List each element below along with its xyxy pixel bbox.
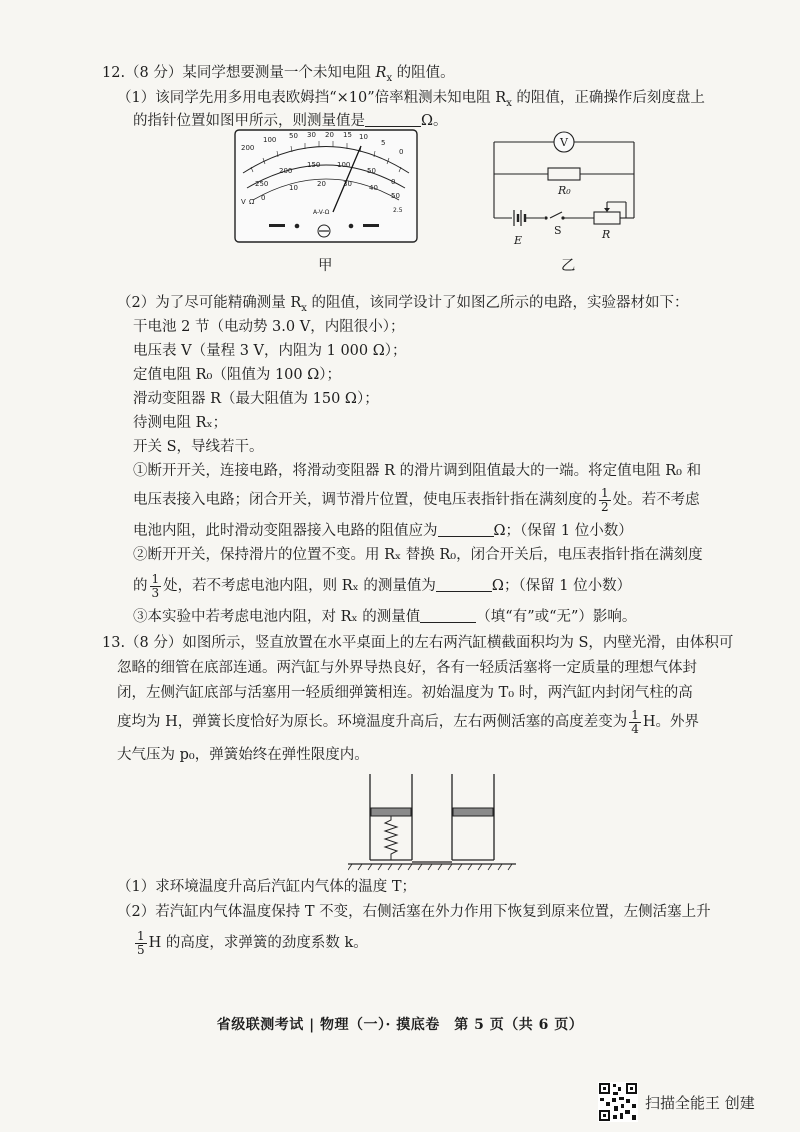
page-footer: 省级联测考试 | 物理（一）· 摸底卷 第 5 页（共 6 页） <box>216 1017 584 1033</box>
meter-dc-label: 2.5 <box>393 207 403 214</box>
scale-low-0: 0 <box>261 194 266 202</box>
q12-part1-line1: （1）该同学先用多用电表欧姆挡“×10”倍率粗测未知电阻 $R_x$ 的阻值，正确操作后刻度盘上 <box>117 90 705 109</box>
multimeter-figure <box>233 128 419 244</box>
qr-code-icon <box>598 1082 638 1122</box>
item-voltmeter: 电压表 V（量程 3 V，内阻为 1 000 Ω）； <box>133 343 407 359</box>
spring-icon <box>385 816 397 860</box>
q13-line2: 忽略的细管在底部连通。两汽缸与外界导热良好，各有一轻质活塞将一定质量的理想气体封 <box>117 660 697 676</box>
step1-line2: 电压表接入电路；闭合开关，调节滑片位置，使电压表指针指在满刻度的 $\frac{1}{2}$ 处。若不考虑 <box>133 485 700 514</box>
answer-blank[interactable] <box>365 112 421 127</box>
q13-part2-line2: $\frac{1}{5}$ H 的高度，求弹簧的劲度系数 k。 <box>137 928 368 957</box>
scale-top-100: 100 <box>263 136 277 144</box>
scale-mid-250: 250 <box>255 180 269 188</box>
scale-mid-50: 50 <box>367 167 376 175</box>
rheostat-label: R <box>602 228 611 241</box>
step1-line1: ①断开开关，连接电路，将滑动变阻器 R 的滑片调到阻值最大的一端。将定值电阻 R₀ 和 <box>133 463 702 479</box>
item-rheostat: 滑动变阻器 R（最大阻值为 150 Ω）； <box>133 391 379 407</box>
step1-line3: 电池内阻，此时滑动变阻器接入电路的阻值应为 Ω；（保留 1 位小数） <box>133 523 633 539</box>
scale-low-40: 40 <box>369 184 378 192</box>
right-piston <box>453 808 493 816</box>
battery-label: E <box>514 234 523 247</box>
scale-top-10: 10 <box>359 133 368 141</box>
item-switch: 开关 S，导线若干。 <box>133 439 264 455</box>
answer-blank[interactable] <box>436 577 492 592</box>
q13-part2-line1: （2）若汽缸内气体温度保持 T 不变，右侧活塞在外力作用下恢复到原来位置，左侧活塞上升 <box>117 904 711 920</box>
scanner-watermark <box>598 1082 794 1122</box>
scale-low-30: 30 <box>343 180 352 188</box>
figure-label-yi: 乙 <box>561 258 576 274</box>
circuit-figure <box>488 130 648 250</box>
step2-line2: 的 $\frac{1}{3}$ 处，若不考虑电池内阻，则 Rₓ 的测量值为 Ω；（保留 1 位小数） <box>133 571 632 600</box>
answer-blank[interactable] <box>438 522 494 537</box>
scale-low-50: 50 <box>391 192 400 200</box>
step2-line1: ②断开开关，保持滑片的位置不变。用 Rₓ 替换 R₀，闭合开关后，电压表指针指在满刻度 <box>133 547 703 563</box>
q13-line5: 大气压为 p₀，弹簧始终在弹性限度内。 <box>117 747 369 763</box>
figure-label-jia: 甲 <box>318 258 333 274</box>
mark-ohm: Ω <box>249 198 255 206</box>
cylinders-figure <box>348 772 518 876</box>
scale-top-5: 5 <box>381 139 386 147</box>
scale-low-20: 20 <box>317 180 326 188</box>
q13-line3: 闭，左侧汽缸底部与活塞用一轻质细弹簧相连。初始温度为 T₀ 时，两汽缸内封闭气柱的高 <box>117 685 693 701</box>
scale-top-200: 200 <box>241 144 255 152</box>
mark-v: V <box>241 198 246 206</box>
meter-brand: A-V-Ω <box>313 209 330 216</box>
scale-mid-150: 150 <box>307 161 321 169</box>
scale-mid-100: 100 <box>337 161 351 169</box>
item-r0: 定值电阻 R₀（阻值为 100 Ω）； <box>133 367 342 383</box>
scale-top-0: 0 <box>399 148 404 156</box>
left-piston <box>371 808 411 816</box>
q13-line1: 13.（8 分）如图所示，竖直放置在水平桌面上的左右两汽缸横截面积均为 S，内壁光滑，由体积可 <box>102 635 734 651</box>
voltmeter-label: V <box>560 136 568 149</box>
scale-top-15: 15 <box>343 131 352 139</box>
q12-part2-head: （2）为了尽可能精确测量 $R_x$ 的阻值，该同学设计了如图乙所示的电路，实验器材如下： <box>117 295 689 314</box>
q12-part1-line2: 的指针位置如图甲所示，则测量值是 Ω。 <box>133 113 448 129</box>
scale-mid-200: 200 <box>279 167 293 175</box>
item-battery: 干电池 2 节（电动势 3.0 V，内阻很小）； <box>133 319 405 335</box>
q12-stem: 12.（8 分）某同学想要测量一个未知电阻 $R_x$ 的阻值。 <box>102 65 455 84</box>
scale-mid-0: 0 <box>391 178 396 186</box>
scale-top-20: 20 <box>325 131 334 139</box>
switch-label: S <box>554 224 562 237</box>
step3: ③本实验中若考虑电池内阻，对 Rₓ 的测量值 （填“有”或“无”）影响。 <box>133 609 637 625</box>
scale-top-50: 50 <box>289 132 298 140</box>
scanner-watermark-text: 扫描全能王 创建 <box>645 1094 755 1112</box>
answer-blank[interactable] <box>420 608 476 623</box>
scale-top-30: 30 <box>307 131 316 139</box>
r0-label: R₀ <box>558 184 571 197</box>
scale-low-10: 10 <box>289 184 298 192</box>
q13-line4: 度均为 H，弹簧长度恰好为原长。环境温度升高后，左右两侧活塞的高度差变为 $\frac{1}{4}$ H。外界 <box>117 707 700 736</box>
q13-part1: （1）求环境温度升高后汽缸内气体的温度 T； <box>117 879 417 895</box>
item-rx: 待测电阻 Rₓ； <box>133 415 228 431</box>
